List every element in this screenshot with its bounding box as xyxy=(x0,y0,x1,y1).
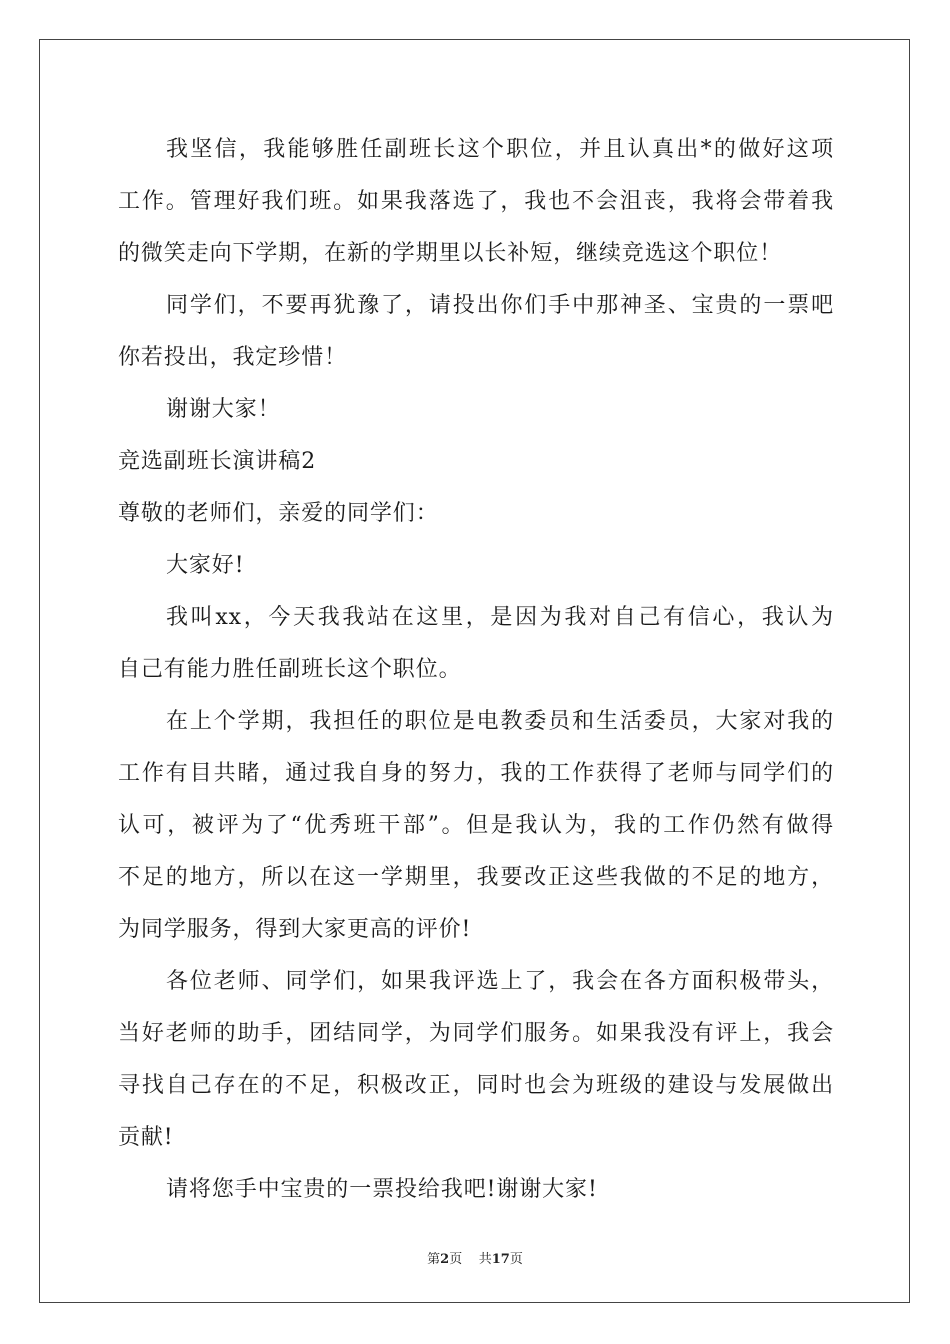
paragraph-line: 工作。管理好我们班。如果我落选了，我也不会沮丧，我将会带着我 xyxy=(118,189,834,214)
paragraph-line: 自己有能力胜任副班长这个职位。 xyxy=(118,657,462,682)
paragraph-line: 贡献! xyxy=(118,1125,174,1150)
paragraph-line: 我坚信，我能够胜任副班长这个职位，并且认真出*的做好这项 xyxy=(166,137,834,162)
section-title: 竞选副班长演讲稿2 xyxy=(118,449,317,474)
paragraph-line: 各位老师、同学们，如果我评选上了，我会在各方面积极带头， xyxy=(166,969,834,994)
paragraph-line: 认可，被评为了“优秀班干部”。但是我认为，我的工作仍然有做得 xyxy=(118,813,834,838)
document-body xyxy=(118,124,834,1216)
page-total: 共17页 xyxy=(478,1252,523,1267)
paragraph-line: 谢谢大家！ xyxy=(166,397,281,422)
paragraph-line: 为同学服务，得到大家更高的评价! xyxy=(118,917,472,942)
paragraph-line: 不足的地方，所以在这一学期里，我要改正这些我做的不足的地方， xyxy=(118,865,834,890)
greeting: 大家好! xyxy=(166,553,245,578)
page-number: 第2页 xyxy=(427,1252,463,1267)
salutation: 尊敬的老师们，亲爱的同学们： xyxy=(118,501,439,526)
paragraph-line: 同学们，不要再犹豫了，请投出你们手中那神圣、宝贵的一票吧 xyxy=(166,293,834,318)
paragraph-line: 我叫xx，今天我我站在这里，是因为我对自己有信心，我认为 xyxy=(166,605,834,630)
paragraph-line: 当好老师的助手，团结同学，为同学们服务。如果我没有评上，我会 xyxy=(118,1021,834,1046)
closing-line: 请将您手中宝贵的一票投给我吧!谢谢大家! xyxy=(166,1177,598,1202)
paragraph-line: 工作有目共睹，通过我自身的努力，我的工作获得了老师与同学们的 xyxy=(118,761,834,786)
paragraph-line: 你若投出，我定珍惜！ xyxy=(118,345,348,370)
page-footer xyxy=(0,1248,950,1267)
paragraph-line: 的微笑走向下学期，在新的学期里以长补短，继续竞选这个职位！ xyxy=(118,241,783,266)
paragraph-line: 在上个学期，我担任的职位是电教委员和生活委员，大家对我的 xyxy=(166,709,834,734)
paragraph-line: 寻找自己存在的不足，积极改正，同时也会为班级的建设与发展做出 xyxy=(118,1073,834,1098)
